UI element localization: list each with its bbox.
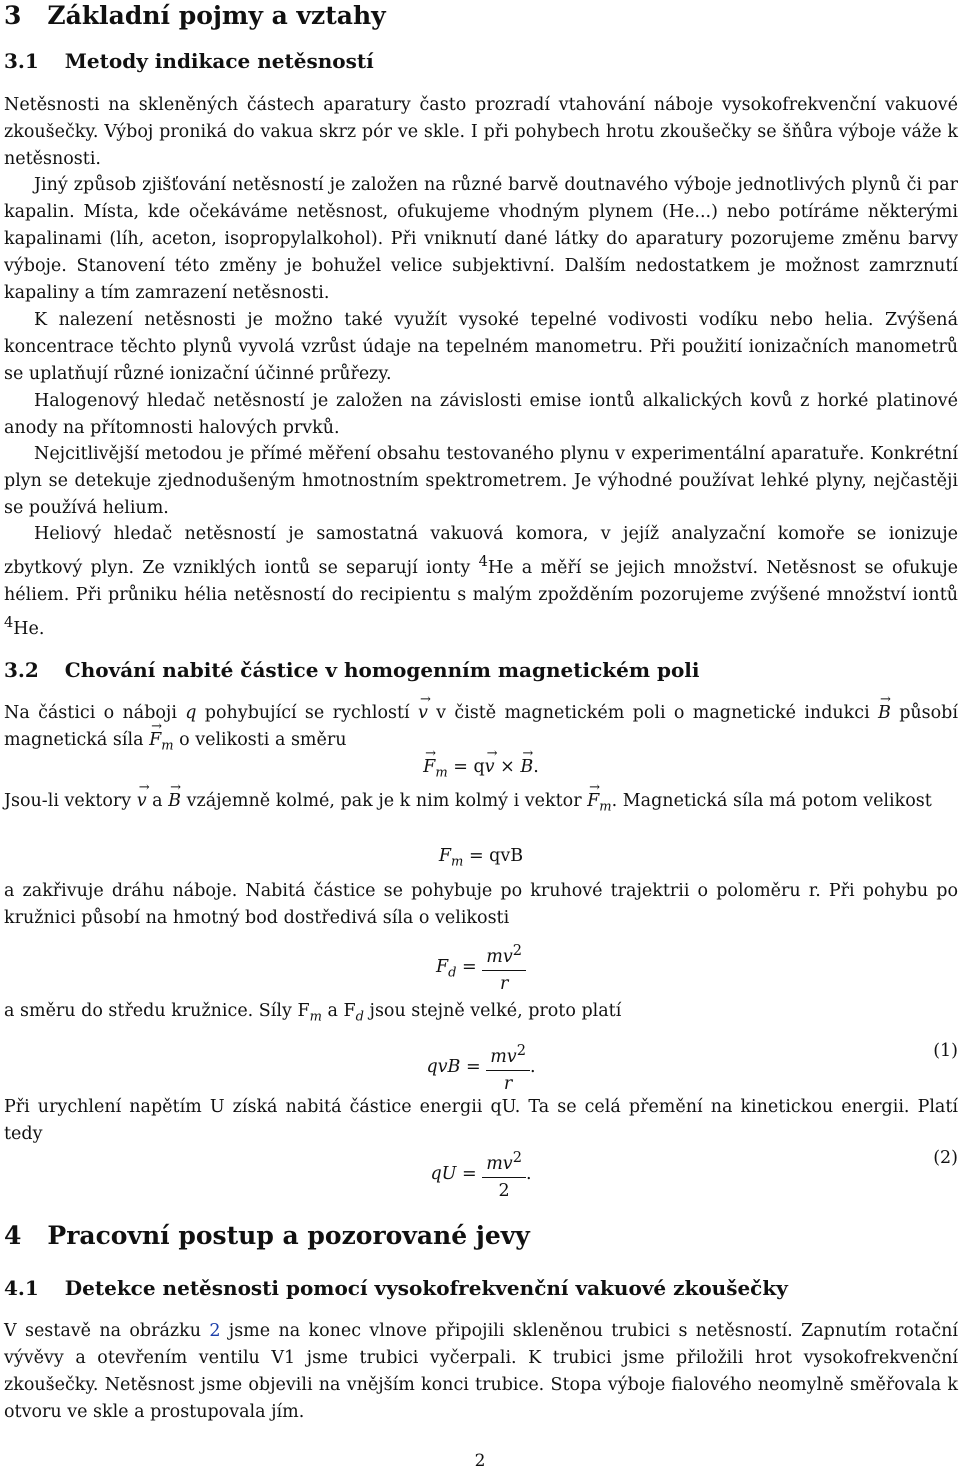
equation-lorentz-force: → $F_m = q\to v$ × → B. — [4, 754, 958, 787]
paragraph: Nejcitlivější metodou je přímé měření obsahu testovaného plynu v experimentální aparatuře. Konkrétní plyn se detekuje zjednodušeným hmotnostním spektrometrem. Je výhodné používat lehké plyny, nejčastěji se používá helium. — [4, 444, 958, 518]
figure-reference-link[interactable]: 2 — [209, 1321, 221, 1341]
paragraph: Heliový hledač netěsností je samostatná vakuová komora, v jejíž analyzační komoře se ionizuje zbytkový plyn. Ze vzniklých iontů se separují ionty $^4$He a měří se jejich množství. Netěsnost se ofukuje héliem. Při průniku hélia netěsností do recipientu s malým zpožděním pozorujeme zvýšené množství iontů $^4$He. — [4, 524, 958, 639]
section-3-heading: 3 Základní pojmy a vztahy — [4, 1, 386, 30]
equation-force-magnitude: $F_m$ = qvB — [438, 846, 524, 870]
equation-2: qU = $\frac{mv^2}{2}$ . (2) — [4, 1145, 958, 1204]
paragraph: Na částici o náboji q pohybující se rychlostí → v v čistě magnetickém poli o magnetické indukci → B působí magnetická síla → $F_m$ o velikosti a směru — [4, 700, 958, 760]
paragraph: Jsou-li vektory → v a → B vzájemně kolmé, pak je k nim kolmý i vektor → $F_m$. Magnetická síla má potom velikost — [4, 788, 958, 821]
section-4-heading: 4 Pracovní postup a pozorované jevy — [4, 1221, 530, 1250]
paragraph: V sestavě na obrázku 2 jsme na konec vlnove připojili skleněnou trubici s netěsností. Zapnutím rotační vývěvy a otevřením ventilu V1 jsme trubici vyčerpali. K trubici jsme přiložili hrot vysokofrekvenční zkoušečky. Netěsnost jsme objevili na vnějším konci trubice. Stopa výboje fialového neomylně směřovala k otvoru ve skle a prostupovala jím. — [4, 1321, 958, 1422]
paragraph: a směru do středu kružnice. Síly $F_m$ a $F_d$ jsou stejně velké, proto platí — [4, 1001, 622, 1025]
section-3-1-heading: 3.1 Metody indikace netěsností — [4, 49, 374, 73]
paragraph: Při urychlení napětím U získá nabitá částice energii qU. Ta se celá přemění na kinetickou energii. Platí tedy — [4, 1097, 958, 1144]
section-4-1-heading: 4.1 Detekce netěsnosti pomocí vysokofrekvenční vakuové zkoušečky — [4, 1276, 788, 1300]
paragraph: a zakřivuje dráhu náboje. Nabitá částice se pohybuje po kruhové trajektrii o poloměru r. Při pohybu po kružnici působí na hmotný bod dostředivá síla o velikosti — [4, 881, 958, 928]
page-number: 2 — [474, 1451, 486, 1471]
section-3-2-heading: 3.2 Chování nabité částice v homogenním magnetickém poli — [4, 658, 700, 682]
paragraph: Halogenový hledač netěsností je založen na závislosti emise iontů alkalických kovů z horké platinové anody na přítomnosti halových prvků. — [4, 391, 958, 438]
paragraph: K nalezení netěsnosti je možno také využít vysoké tepelné vodivosti vodíku nebo helia. Zvýšená koncentrace těchto plynů vyvolá vzrůst údaje na tepelném manometru. Při použití ionizačních manometrů se uplatňují různé ionizační účinné průřezy. — [4, 310, 958, 384]
paragraph: Netěsnosti na skleněných částech aparatury často prozradí vtahování náboje vysokofrekvenční vakuové zkoušečky. Výboj proniká do vakua skrz pór ve skle. I při pohybech hrotu zkoušečky se šňůra výboje váže k netěsnosti. — [4, 95, 958, 169]
equation-1: qvB = $\frac{mv^2}{r}$ . (1) — [4, 1038, 958, 1097]
paragraph: Jiný způsob zjišťování netěsností je založen na různé barvě doutnavého výboje jednotlivých plynů či par kapalin. Místa, kde očekáváme netěsnost, ofukujeme vhodným plynem (He...) nebo potíráme některými kapalinami (líh, aceton, isopropylalkohol). Při vniknutí dané látky do aparatury pozorujeme změnu barvy výboje. Stanovení této změny je bohužel velice subjektivní. Dalším nedostatkem je možnost zamrznutí kapaliny a tím zamrazení netěsnosti. — [4, 175, 958, 303]
equation-centripetal-force: $F_d$ = $\frac{mv^2}{r}$ — [4, 938, 958, 997]
